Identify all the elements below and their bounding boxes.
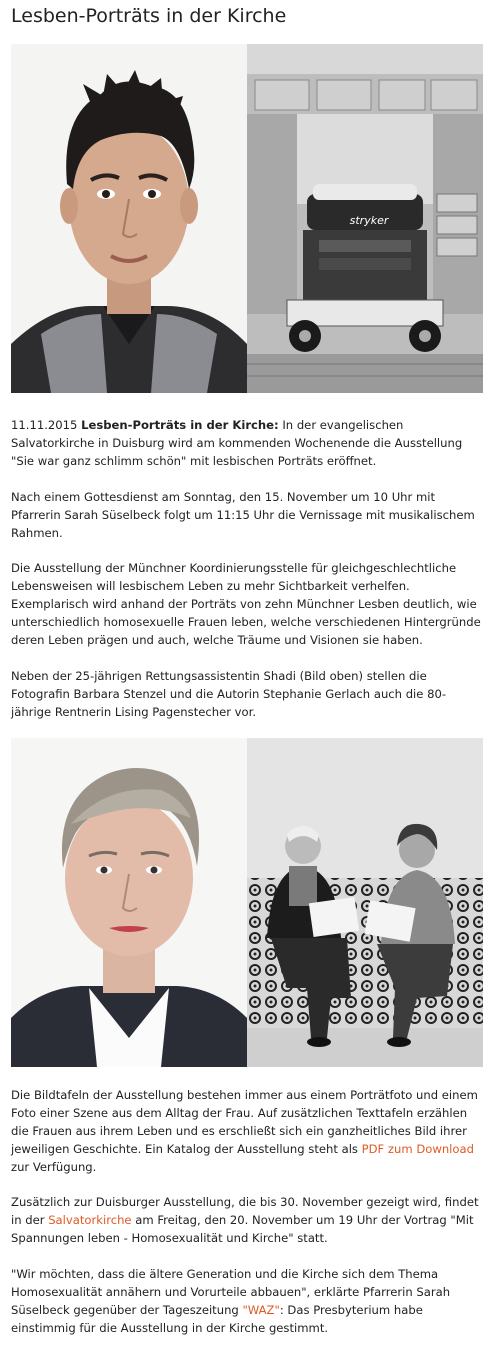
article-title: Lesben-Porträts in der Kirche xyxy=(11,5,287,27)
article-lead: Lesben-Porträts in der Kirche: xyxy=(81,418,279,432)
quote-text-after: : Das Presbyterium habe einstimmig für die Ausstellung in der Kirche gestimmt. xyxy=(11,1303,423,1335)
ambulance-stretcher-photo xyxy=(247,44,483,393)
catalog-text-before: Die Bildtafeln der Ausstellung bestehen immer aus einem Porträtfoto und einem Foto einer Szene aus dem Alltag der Frau. Auf zusätzlichen Texttafeln erzählen die Frauen aus ihrem Leben und es erschließt sich ein ganzheitliches Bild ihrer jeweiligen Geschichte. Ein Katalog der Ausstellung steht als xyxy=(11,1088,478,1156)
pdf-download-link[interactable]: PDF zum Download xyxy=(361,1142,474,1156)
article-date: 11.11.2015 xyxy=(11,418,78,432)
stretcher-brand-label: stryker xyxy=(349,214,389,227)
intro-text: In der evangelischen Salvatorkirche in Duisburg wird am kommenden Wochenende die Ausstellung "Sie war ganz schlimm schön" mit lesbischen Porträts eröffnet. xyxy=(11,418,463,468)
paragraph-catalog xyxy=(11,1086,485,1176)
quote-text-before: "Wir möchten, dass die ältere Generation und die Kirche sich dem Thema Homosexualität annähern und Vorurteile abbauen", erklärte Pfarrerin Sarah Süselbeck gegenüber der Tageszeitung xyxy=(11,1267,451,1317)
lecture-text-before: Zusätzlich zur Duisburger Ausstellung, die bis 30. November gezeigt wird, findet in der xyxy=(11,1195,479,1227)
lecture-text-after: am Freitag, den 20. November um 19 Uhr der Vortrag "Mit Spannungen leben - Homosexualität und Kirche" statt. xyxy=(11,1213,474,1245)
paragraph-lecture xyxy=(11,1193,485,1247)
waz-link[interactable]: "WAZ" xyxy=(242,1303,280,1317)
catalog-text-after: zur Verfügung. xyxy=(11,1160,97,1174)
portrait-photo-lising xyxy=(11,738,247,1067)
paragraph-quote xyxy=(11,1265,485,1337)
portrait-photo-shadi xyxy=(11,44,247,393)
paragraph-intro xyxy=(11,416,485,470)
paragraph-service: Nach einem Gottesdienst am Sonntag, den 15. November um 10 Uhr mit Pfarrerin Sarah Süselbeck folgt um 11:15 Uhr die Vernissage mit musikalischem Rahmen. xyxy=(11,490,475,540)
paragraph-portraits: Neben der 25-jährigen Rettungsassistentin Shadi (Bild oben) stellen die Fotografin Barbara Stenzel und die Autorin Stephanie Gerlach auch die 80-jährige Rentnerin Lising Pagenstecher vor. xyxy=(11,669,447,719)
two-women-sofa-photo xyxy=(247,738,483,1067)
salvatorkirche-link[interactable]: Salvatorkirche xyxy=(48,1213,132,1227)
paragraph-exhibition: Die Ausstellung der Münchner Koordinierungsstelle für gleichgeschlechtliche Lebensweisen will lesbischem Leben zu mehr Sichtbarkeit verhelfen. Exemplarisch wird anhand der Porträts von zehn Münchner Lesben deutlich, wie unterschiedlich homosexuelle Frauen leben, welche verschiedenen Hintergründe deren Leben prägen und auch, welche Träume und Visionen sie haben. xyxy=(11,561,481,647)
